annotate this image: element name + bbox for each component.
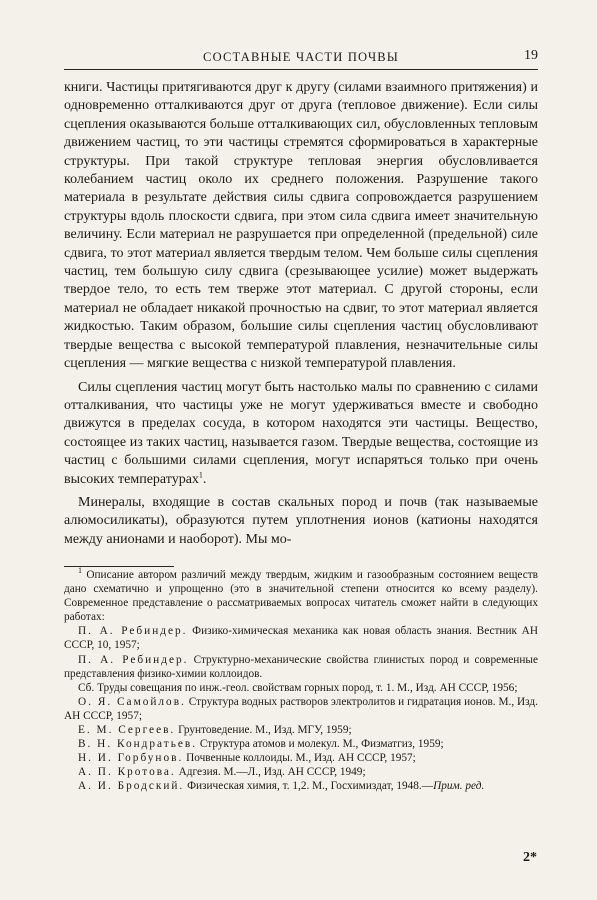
reference-text: Физико-химическая механика как новая область знания. Вестник АН СССР, 10, 1957;: [64, 625, 538, 652]
footnote-intro: [64, 568, 538, 624]
reference-item: [64, 723, 538, 737]
reference-item: [64, 737, 538, 751]
reference-list: [64, 624, 538, 793]
reference-author: А. И. Бродский.: [78, 780, 185, 793]
reference-item: [64, 751, 538, 765]
editor-note: Прим. ред.: [433, 780, 485, 793]
reference-text: Структура атомов и молекул. М., Физматгиз, 1959;: [199, 738, 444, 751]
paragraph: Силы сцепления частиц могут быть настолько малы по сравнению с силами отталкивания, что частицы уже не могут удерживаться вместе и свободно движутся в пределах сосуда, в котором находятся эти частицы. Вещество, состоящее из таких частиц, называется газом. Твердые вещества, состоящие из частиц с большими силами сцепления, могут испаряться только при очень высоких температурах$^1$.: [64, 379, 538, 487]
footnote-marker: 1: [78, 566, 82, 576]
reference-author: П. А. Ребиндер.: [78, 653, 189, 666]
reference-item: [64, 653, 538, 681]
reference-item: [64, 765, 538, 779]
reference-item: А. И. Бродский. Физическая химия, т. 1,2. М., Госхимиздат, 1948.—Прим. ред.: [78, 780, 485, 793]
reference-text: Структурно-механические свойства глинистых пород и современные представления физико-химии коллоидов.: [64, 653, 538, 680]
running-title: СОСТАВНЫЕ ЧАСТИ ПОЧВЫ: [203, 50, 399, 64]
reference-text: Сб. Труды совещания по инж.-геол. свойствам горных пород, т. 1. М., Изд. АН СССР, 1956;: [78, 681, 518, 694]
paragraph: Минералы, входящие в состав скальных пород и почв (так называемые алюмосиликаты), образуются путем уплотнения ионов (катионы находятся между анионами и наоборот). Мы мо-: [64, 494, 538, 547]
reference-text: Грунтоведение. М., Изд. МГУ, 1959;: [178, 724, 352, 737]
reference-text: Адгезия. М.—Л., Изд. АН СССР, 1949;: [178, 766, 366, 779]
reference-author: А. П. Кротова.: [78, 766, 176, 779]
main-text: [64, 79, 538, 554]
reference-author: П. А. Ребиндер.: [78, 625, 188, 638]
reference-text: Структура водных растворов электролитов и гидратация ионов. М., Изд. АН СССР, 1957;: [64, 695, 538, 722]
reference-text: Почвенные коллоиды. М., Изд. АН СССР, 1957;: [186, 752, 416, 765]
reference-item: [64, 695, 538, 723]
footnote-intro-text: Описание автором различий между твердым, жидким и газообразным состоянием веществ дано схематично и упрощенно (это в значительной степени относится ко всему разделу). Современное представление о рассматриваемых вопросах читатель сможет найти в следующих работах:: [64, 569, 538, 624]
reference-author: О. Я. Самойлов.: [78, 695, 186, 708]
paragraph-text: Силы сцепления частиц могут быть настолько малы по сравнению с силами отталкивания, что частицы уже не могут удерживаться вместе и свободно движутся в пределах сосуда, в котором находятся эти частицы. Вещество, состоящее из таких частиц, называется газом. Твердые вещества, состоящие из частиц с большими силами сцепления, могут испаряться только при очень высоких температурах: [64, 379, 538, 487]
reference-author: Н. И. Горбунов.: [78, 752, 184, 765]
reference-item: [64, 681, 538, 695]
reference-author: В. Н. Кондратьев.: [78, 738, 198, 751]
page-number: 19: [524, 48, 538, 63]
reference-text: Физическая химия, т. 1,2. М., Госхимиздат, 1948.: [187, 780, 422, 793]
reference-author: Е. М. Сергеев.: [78, 724, 176, 737]
header-rule: [64, 69, 538, 70]
reference-item: [64, 624, 538, 652]
paragraph: книги. Частицы притягиваются друг к другу (силами взаимного притяжения) и одновременно отталкиваются друг от друга (тепловое движение). Если силы сцепления оказываются больше отталкивающих сил, обусловленных тепловым движением частиц, то эти частицы стремятся сформироваться в характерные структуры. При такой структуре тепловая энергия обусловливается колебанием частиц около их среднего положения. Разрушение такого материала в результате действия силы сдвига сопровождается разрушением структуры вдоль плоскости сдвига, при этом сила сдвига имеет значительную величину. Если материал не разрушается при определенной (предельной) силе сдвига, то этот материал является твердым телом. Чем больше силы сцепления частиц, тем большую силу сдвига (срезывающее усилие) может выдержать твердое тело, то есть тем тверже этот материал. С другой стороны, если материал не обладает никакой прочностью на сдвиг, то этот материал является жидкостью. Таким образом, большие силы сцепления частиц обусловливают твердые вещества с высокой температурой плавления, незначительные силы сцепления — мягкие вещества с низкой температурой плавления.: [64, 80, 538, 372]
signature-mark: 2*: [523, 850, 537, 865]
footnote-ref: 1: [198, 469, 203, 479]
footnotes: [64, 568, 538, 794]
running-header: [64, 48, 538, 68]
